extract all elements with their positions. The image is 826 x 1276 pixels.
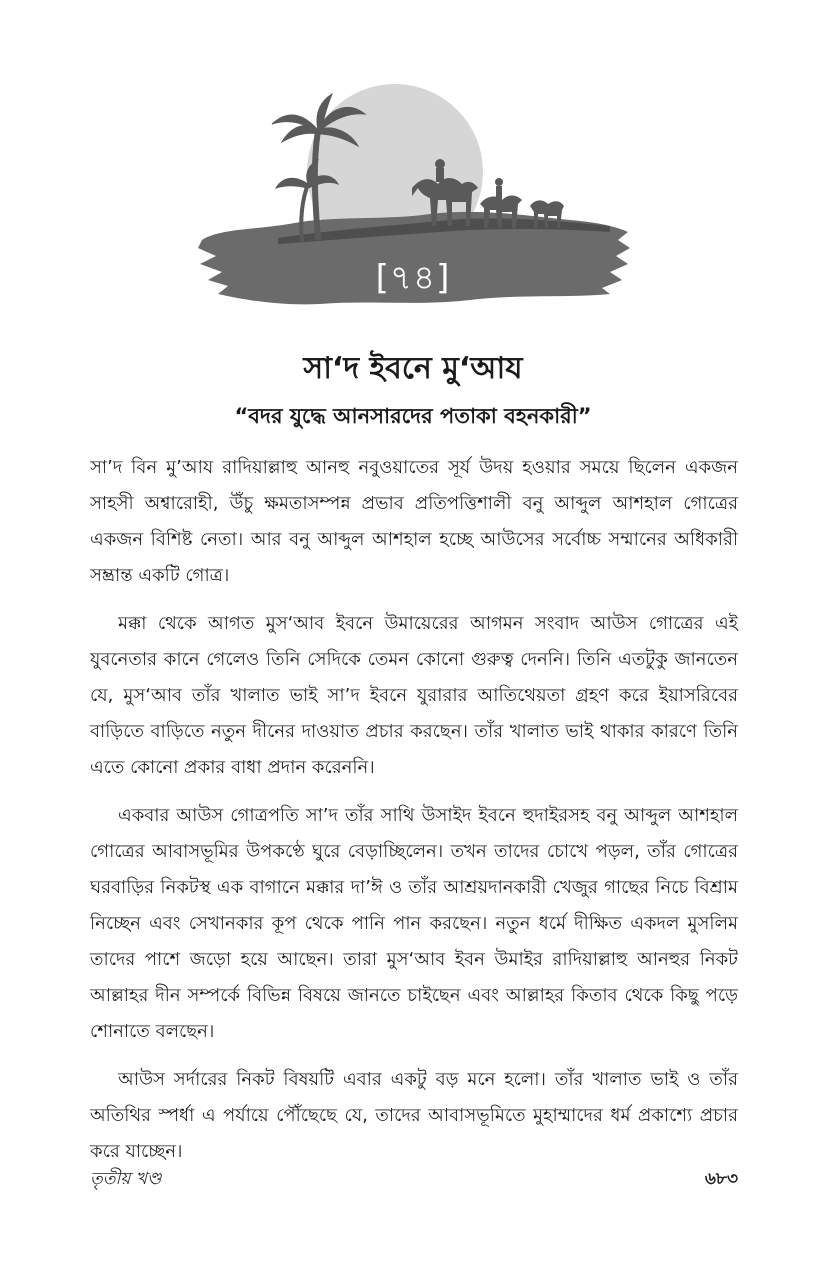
paragraph: মক্কা থেকে আগত মুস‘আব ইবনে উমায়েরের আগমন সংবাদ আউস গোত্রের এই যুবনেতার কানে গেলেও তিনি সেদিকে তেমন কোনো গুরুত্ব দেননি। তিনি এতটুকু জানতেন যে, মুস‘আব তাঁর খালাত ভাই সা’দ ইবনে যুরারার আতিথেয়তা গ্রহণ করে ইয়াসরিবের বাড়িতে বাড়িতে নতুন দীনের দাওয়াত প্রচার করছেন। তাঁর খালাত ভাই থাকার কারণে তিনি এতে কোনো প্রকার বাধা প্রদান করেননি। — [90, 613, 738, 778]
paragraph: একবার আউস গোত্রপতি সা’দ তাঁর সাথি উসাইদ ইবনে হুদাইরসহ বনু আব্দুল আশহাল গোত্রের আবাসভূমির উপকণ্ঠে ঘুরে বেড়াচ্ছিলেন। তখন তাদের চোখে পড়ল, তাঁর গোত্রের ঘরবাড়ির নিকটস্থ এক বাগানে মক্কার দা’ঈ ও তাঁর আশ্রয়দানকারী খেজুর গাছের নিচে বিশ্রাম নিচ্ছেন এবং সেখানকার কূপ থেকে পানি পান করছেন। নতুন ধর্মে দীক্ষিত একদল মুসলিম তাদের পাশে জড়ো হয়ে আছেন। তারা মুস‘আব ইবন উমাইর রাদিয়াল্লাহু আনহুর নিকট আল্লাহর দীন সম্পর্কে বিভিন্ন বিষয়ে জানতে চাইছেন এবং আল্লাহর কিতাব থেকে কিছু পড়ে শোনাতে বলছেন। — [90, 805, 738, 1042]
chapter-subtitle: “বদর যুদ্ধে আনসারদের পতাকা বহনকারী” — [234, 404, 592, 428]
paragraph: সা’দ বিন মু’আয রাদিয়াল্লাহু আনহু নবুওয়াতের সূর্য উদয় হওয়ার সময়ে ছিলেন একজন সাহসী অশ্বারোহী, উঁচু ক্ষমতাসম্পন্ন প্রভাব প্রতিপত্তিশালী বনু আব্দুল আশহাল গোত্রের একজন বিশিষ্ট নেতা। আর বনু আব্দুল আশহাল হচ্ছে আউসের সর্বোচ্চ সম্মানের অধিকারী সম্ভ্রান্ত একটি গোত্র। — [90, 457, 738, 586]
body-text — [90, 450, 738, 1182]
chapter-number: [৭৪] — [375, 258, 451, 298]
volume-label: তৃতীয় খণ্ড — [90, 1169, 162, 1189]
chapter-title: সা‘দ ইবনে মু‘আয — [303, 351, 523, 386]
paragraph: আউস সর্দারের নিকট বিষয়টি এবার একটু বড় মনে হলো। তাঁর খালাত ভাই ও তাঁর অতিথির স্পর্ধা এ পর্যায়ে পৌঁছেছে যে, তাদের আবাসভূমিতে মুহাম্মাদের ধর্ম প্রকাশ্যে প্রচার করে যাচ্ছেন। — [90, 1069, 738, 1162]
page-number: ৬৮৩ — [704, 1169, 738, 1189]
